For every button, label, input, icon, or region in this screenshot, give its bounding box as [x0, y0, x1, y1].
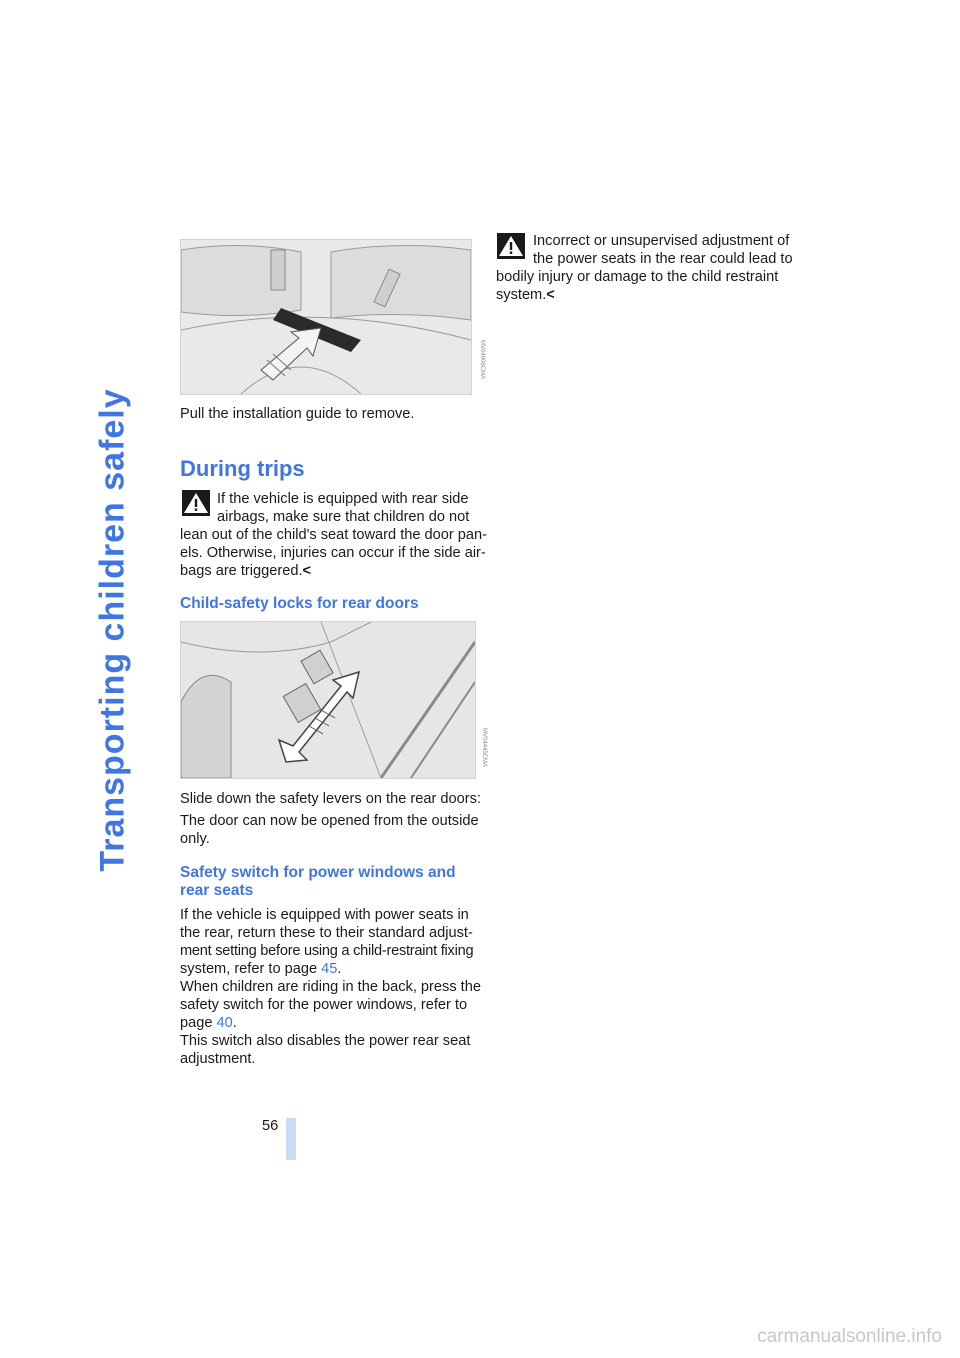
paragraph-slide-levers: Slide down the safety levers on the rear doors: [180, 791, 481, 807]
page-number: 56 [262, 1118, 279, 1134]
paragraph-switch-line6: safety switch for the power windows, refer to [180, 997, 468, 1013]
child-safety-lock-illustration [181, 622, 475, 778]
warning-power-seats-line4: system.< [496, 287, 555, 303]
paragraph-switch-line7: page 40. [180, 1015, 237, 1031]
warning-icon [497, 233, 525, 259]
warning-power-seats-line1: Incorrect or unsupervised adjustment of [533, 233, 790, 249]
paragraph-switch-line8: This switch also disables the power rear seat [180, 1033, 471, 1049]
heading-during-trips: During trips [180, 456, 305, 481]
paragraph-door-line2: only. [180, 831, 210, 847]
section-title-text: Transporting children safely [93, 388, 132, 872]
installation-guide-illustration [181, 240, 471, 394]
footer-watermark: carmanualsonline.info [757, 1326, 942, 1347]
figure-installation-guide [180, 239, 485, 395]
warning-power-seats-line2: the power seats in the rear could lead to [533, 251, 793, 267]
warning-rear-airbags-line5: bags are triggered.< [180, 563, 312, 579]
heading-safety-switch-line2: rear seats [180, 882, 254, 899]
paragraph-pull-guide: Pull the installation guide to remove. [180, 406, 415, 422]
paragraph-switch-line1: If the vehicle is equipped with power seats in [180, 907, 469, 923]
page-link-45[interactable]: 45 [321, 961, 338, 977]
paragraph-door-line1: The door can now be opened from the outside [180, 813, 479, 829]
figure-child-safety-lock [180, 621, 487, 779]
page-bar [286, 1118, 296, 1160]
figure-code: MV04445CMA [481, 728, 487, 768]
warning-power-seats-line3: bodily injury or damage to the child restraint [496, 269, 779, 285]
paragraph-switch-line5: When children are riding in the back, press the [180, 979, 481, 995]
warning-rear-airbags-line1: If the vehicle is equipped with rear side [217, 491, 469, 507]
paragraph-switch-line2: the rear, return these to their standard adjust- [180, 925, 473, 941]
warning-rear-airbags-line4: els. Otherwise, injuries can occur if the side air- [180, 545, 486, 561]
figure-code: MV04906CMA [479, 340, 485, 380]
warning-rear-airbags-line3: lean out of the child's seat toward the door pan- [180, 527, 488, 543]
paragraph-switch-line3: ment setting before using a child-restraint fixing [180, 943, 474, 959]
warning-rear-airbags-line2: airbags, make sure that children do not [217, 509, 470, 525]
heading-safety-switch-line1: Safety switch for power windows and [180, 864, 456, 881]
paragraph-switch-line9: adjustment. [180, 1051, 256, 1067]
warning-icon [182, 490, 210, 516]
paragraph-switch-line4: system, refer to page 45. [180, 961, 342, 977]
page-link-40[interactable]: 40 [216, 1015, 233, 1031]
heading-child-safety-locks: Child-safety locks for rear doors [180, 595, 419, 612]
